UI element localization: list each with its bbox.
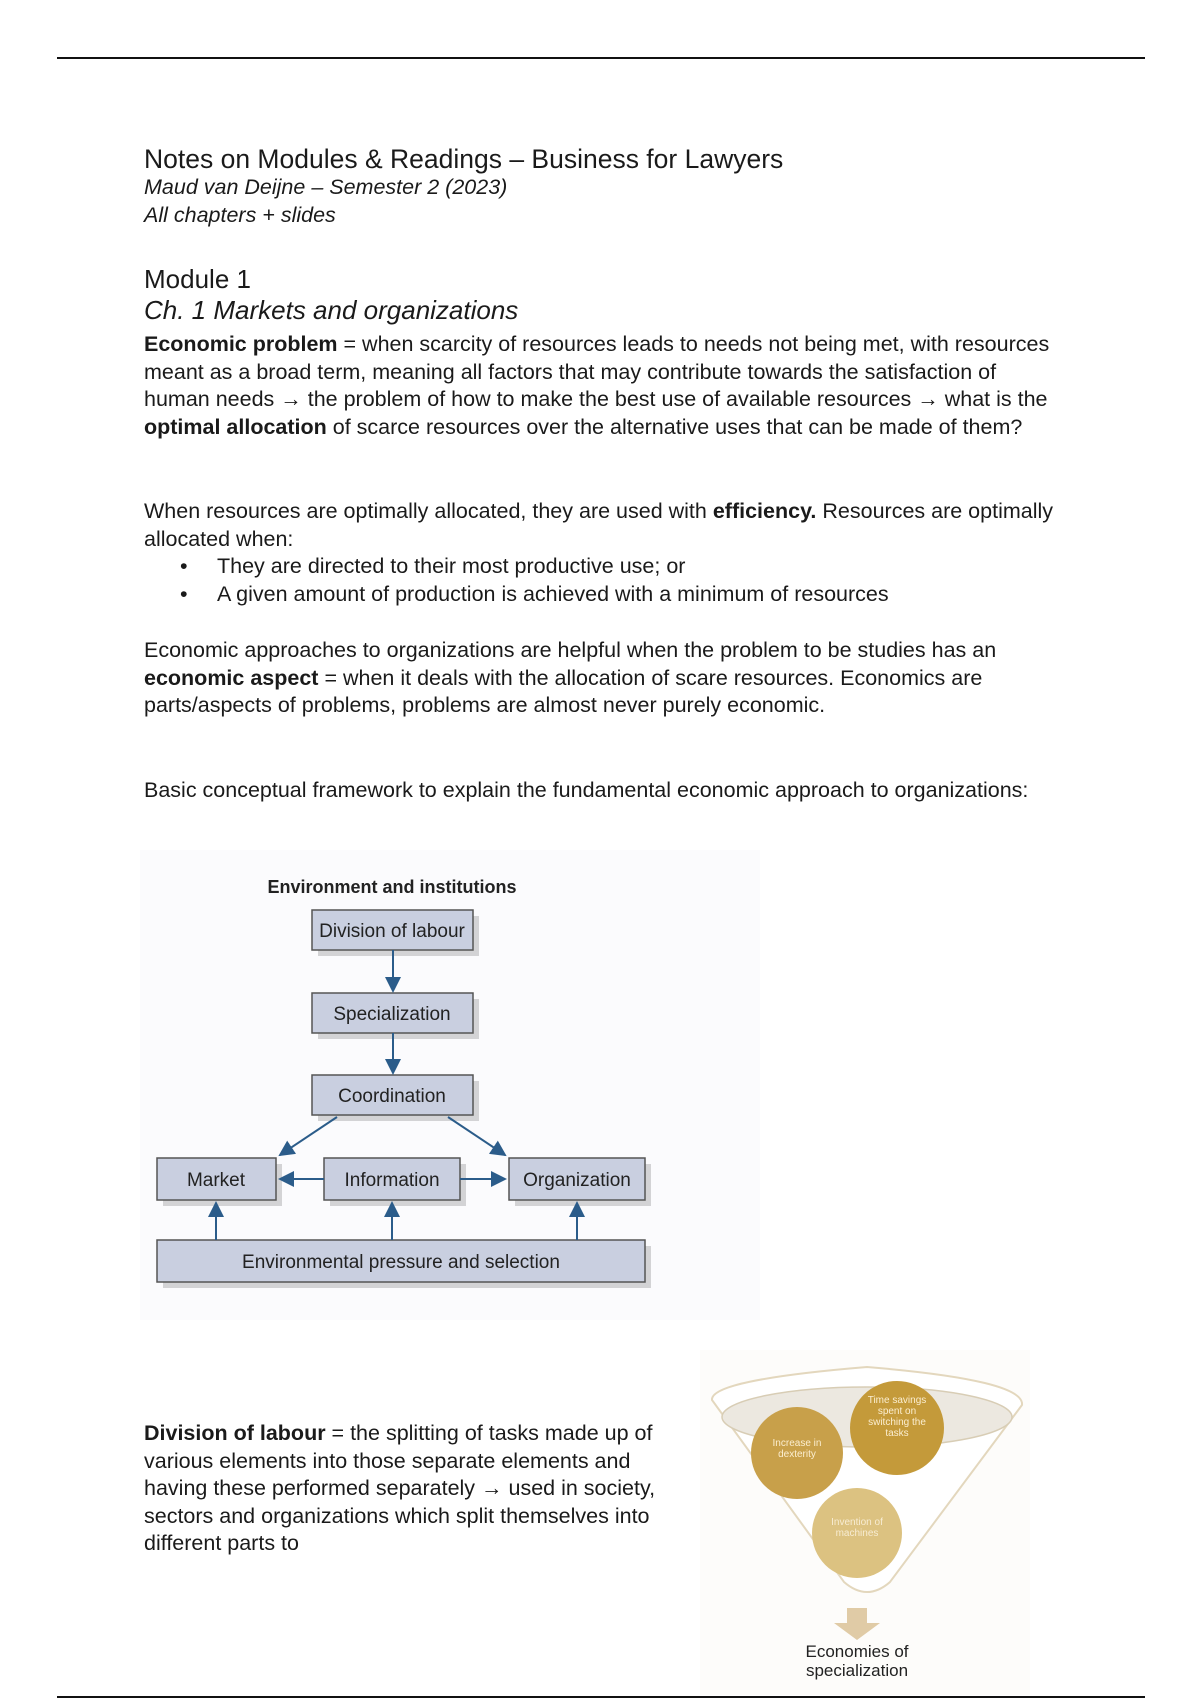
- text: of scarce resources over the alternative uses that can be made of them?: [326, 414, 1023, 439]
- text: Economic approaches to organizations are helpful when the problem to be studies has an: [144, 638, 997, 662]
- text: = when scarcity of resources leads to needs not being met, with resources meant as a broad term, meaning all factors that may contribute towards the satisfaction of human needs → the problem of how to make the best use of available resources → what is the: [144, 332, 1050, 412]
- module-heading-block: [144, 264, 1064, 326]
- document-title: Notes on Modules & Readings – Business for Lawyers: [144, 144, 784, 174]
- paragraph-division-of-labour: [144, 1420, 684, 1558]
- scope-line: All chapters + slides: [144, 202, 336, 227]
- list-item: • They are directed to their most productive use; or: [200, 553, 1064, 581]
- paragraph-economic-problem: [144, 331, 1064, 441]
- term: Division of labour: [144, 1421, 326, 1445]
- circle-label: Invention of machines: [831, 1517, 883, 1539]
- chapter-heading: Ch. 1 Markets and organizations: [144, 295, 519, 325]
- bottom-rule: [57, 1696, 1145, 1698]
- document-header: [144, 144, 1064, 229]
- result-line-1: Economies of: [805, 1642, 909, 1661]
- module-heading: Module 1: [144, 264, 251, 294]
- text: = when it deals with the allocation of scare resources. Economics are parts/aspects of problems, problems are almost never purely economic.: [144, 665, 983, 718]
- framework-diagram: [140, 850, 760, 1320]
- paragraph-framework: Basic conceptual framework to explain the fundamental economic approach to organizations:: [144, 778, 1029, 802]
- term: optimal allocation: [144, 414, 327, 439]
- label: Environmental pressure and selection: [242, 1252, 560, 1273]
- term: economic aspect: [144, 665, 319, 690]
- label: Information: [344, 1170, 440, 1191]
- list-item: • A given amount of production is achieved with a minimum of resources: [200, 581, 1064, 609]
- label: Specialization: [333, 1004, 451, 1025]
- diagram-title: Environment and institutions: [267, 877, 517, 897]
- text: = the splitting of tasks made up of various elements into those separate elements and having these performed separately → used in society, sectors and organizations which split themselves into different parts to: [144, 1421, 656, 1556]
- text: Resources are optimally allocated when:: [144, 499, 1054, 551]
- bullet-list: [144, 553, 1064, 608]
- circle-label: Time savings spent on switching the tasks: [867, 1395, 927, 1439]
- funnel-diagram: [700, 1350, 1030, 1700]
- paragraph-efficiency: [144, 498, 1064, 608]
- circle-label: Increase in dexterity: [772, 1438, 822, 1460]
- term: Economic problem: [144, 332, 338, 356]
- label: Division of labour: [319, 921, 465, 942]
- label: Coordination: [338, 1086, 446, 1107]
- term: efficiency.: [712, 499, 817, 523]
- top-rule: [57, 57, 1145, 59]
- paragraph-economic-aspect: [144, 637, 1064, 720]
- text: When resources are optimally allocated, they are used with: [144, 499, 713, 523]
- label: Organization: [523, 1170, 631, 1191]
- result-line-2: specialization: [805, 1661, 909, 1680]
- label: Market: [186, 1170, 246, 1191]
- author-line: Maud van Deijne – Semester 2 (2023): [144, 175, 508, 199]
